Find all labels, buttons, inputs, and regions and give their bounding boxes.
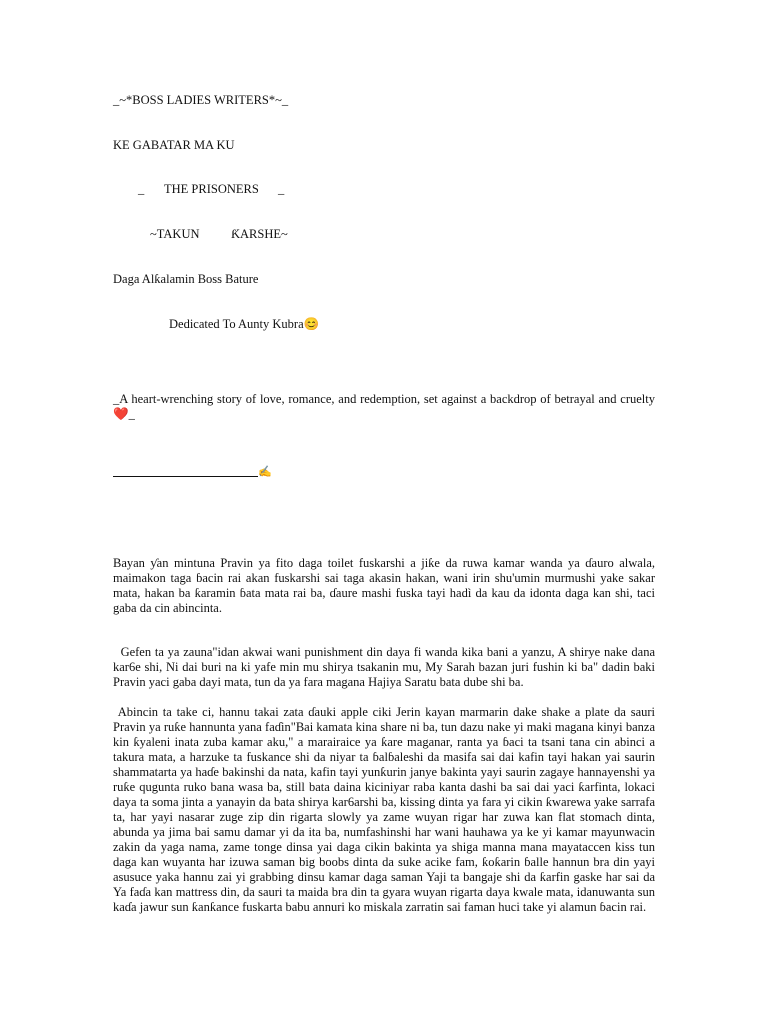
series-name: THE PRISONERS [164, 182, 259, 196]
story-subtitle: KE GABATAR MA KU [113, 138, 235, 152]
series-left-mark: _ [138, 182, 145, 196]
writing-hand-icon: ✍️ [258, 466, 272, 478]
dedication-line: Dedicated To Aunty Kubra😊 [169, 317, 320, 331]
series-right-mark: _ [278, 182, 285, 196]
author-line: Daga Alƙalamin Boss Bature [113, 272, 259, 286]
tagline: _A heart-wrenching story of love, romance, and redemption, set against a backdrop of betrayal and cruelty ❤️_ [113, 392, 655, 421]
group-title: _~*BOSS LADIES WRITERS*~_ [113, 93, 289, 107]
divider-line [113, 476, 258, 477]
paragraph-2: Gefen ta ya zauna"idan akwai wani punishment din daya fi wanda kika bani a yanzu, A shirye nake dana kar6e shi, Ni dai buri na ki yafe min mu shirya tsakanin mu, My Sarah bazan juri fushin ki ba" dadin baki Pravin yaci gaba dayi mata, tun da ya fara magana Hajiya Saratu bata dube shi ba. [113, 645, 659, 689]
karshe-label: ƘARSHE~ [231, 227, 288, 241]
takun-label: ~TAKUN [150, 227, 200, 241]
paragraph-1: Bayan ƴan mintuna Pravin ya fito daga toilet fuskarshi a jiƙe da ruwa kamar wanda ya ɗauro alwala, maimakon taga ɓacin rai akan fuskarshi sai taga akasin hakan, wani irin shu'umin murmushi yake sakar mata, hakan ba ƙaramin ɓata mata rai ba, ɗaure mashi fuska tayi hadì da kau da idonta daga kan shi, taci gaba da cin abincinta. [113, 556, 655, 615]
paragraph-3: Abincin ta take ci, hannu takai zata ɗauki apple ciki Jerin kayan marmarin dake shake a plate da sauri Pravin ya ruƙe hannunta yana faɗin"Bai kamata kina share ni ba, tun dazu nake yi maki magana kinyi banza kin ƙyaleni inata zuba kamar aku," a marairaice ya ƙare maganar, ranta ya ɓaci ta tsani tana cin abinci a takura mata, a harzuke ta fuskance shi da niyar ta ɓalɓaleshi da masifa sai dai kafin tayi hakan yai saurin shammatarta ya haɗe bakinshi da nata, kafin tayi yunƙurin janye bakinta yayi saurin zagaye hannayenshi ya ruƙe qugunta ruko bana wasa ba, still bata daina kiciniyar raba kanta dashi ba sai dai yaci ƙarfinta, lokaci daya ta soma jinta a yanayin da bata shirya kar6arshi ba, kissing dinta ya fara yi cikin ƙwarewa yake sarrafa ta, har yayi nasarar zuge zip din rigarta slowly ya zame wuyan rigar har zuwa kan flat stomach dinta, abunda ya jima bai samu damar yi da ita ba, numfashinshi har wani hauhawa ya ke yi kamar mayunwacin zakin da yaga nama, zame tonge dinsa yai daga cikin bakinta ya shiga manna mana mayataccen kiss tun daga kan wuyanta har izuwa saman big boobs dinta da suke acike fam, ƙoƙarin ɓalle hannun bra din yayi asusuce yaka hannu zai yi grabbing dinsu kamar daga saman Yaji ta bangaje shi da ƙarfin gaske har sai da Ya faɗa kan mattress din, da sauri ta maida bra din ta gyara wuyan rigarta daya kwale mata, idanuwanta sun kaɗa jawur sun ƙanƙance fuskarta babu annuri ko miskala zarratin sai faman huci take yi alamun ɓacin rai. [113, 705, 659, 914]
